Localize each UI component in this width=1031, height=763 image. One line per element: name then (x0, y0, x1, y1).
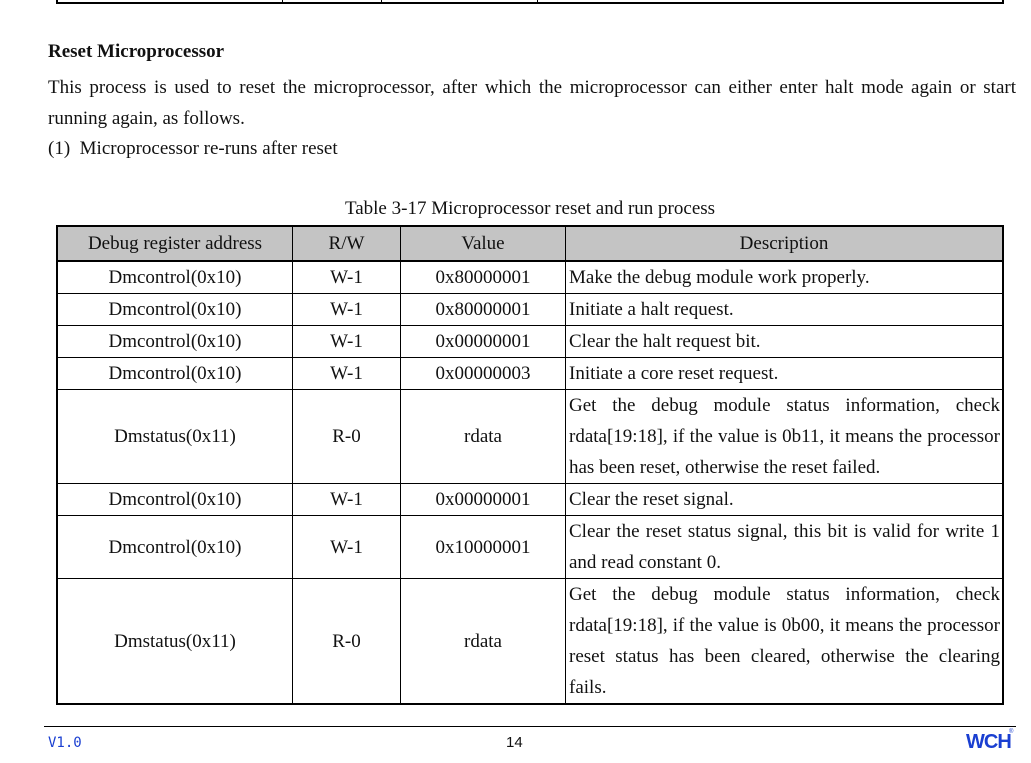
cell-value: 0x80000001 (401, 261, 566, 294)
header-value: Value (401, 226, 566, 261)
cell-rw: R-0 (293, 390, 401, 484)
wch-logo-icon (966, 727, 1014, 755)
previous-table-divider (537, 0, 538, 4)
previous-table-bottom-border (56, 0, 1004, 4)
cell-value: 0x80000001 (401, 294, 566, 326)
table-row (57, 390, 1003, 484)
cell-description: Clear the reset status signal, this bit is valid for write 1 and read constant 0. (566, 516, 1004, 579)
header-debug-register-address: Debug register address (57, 226, 293, 261)
cell-value: 0x00000003 (401, 358, 566, 390)
previous-table-divider (282, 0, 283, 4)
header-rw: R/W (293, 226, 401, 261)
section-paragraph: This process is used to reset the microprocessor, after which the microprocessor can either enter halt mode again or start running again, as follows. (48, 77, 1016, 129)
header-description: Description (566, 226, 1004, 261)
cell-address: Dmcontrol(0x10) (57, 326, 293, 358)
cell-description: Initiate a core reset request. (566, 358, 1004, 390)
table-row (57, 294, 1003, 326)
registered-mark: ® (1009, 729, 1014, 735)
cell-address: Dmstatus(0x11) (57, 390, 293, 484)
cell-value: 0x00000001 (401, 484, 566, 516)
cell-description: Get the debug module status information, check rdata[19:18], if the value is 0b11, it means the processor has been reset, otherwise the reset failed. (566, 390, 1004, 484)
footer-version: V1.0 (48, 735, 82, 751)
table-caption: Table 3-17 Microprocessor reset and run process (344, 198, 716, 219)
cell-address: Dmcontrol(0x10) (57, 516, 293, 579)
cell-description: Clear the halt request bit. (566, 326, 1004, 358)
cell-value: 0x10000001 (401, 516, 566, 579)
cell-description: Clear the reset signal. (566, 484, 1004, 516)
table-row (57, 326, 1003, 358)
table-row (57, 579, 1003, 705)
footer-divider (44, 726, 1016, 727)
cell-address: Dmstatus(0x11) (57, 579, 293, 705)
cell-address: Dmcontrol(0x10) (57, 294, 293, 326)
previous-table-divider (381, 0, 382, 4)
cell-rw: W-1 (293, 484, 401, 516)
step-item: (1) Microprocessor re-runs after reset (48, 138, 338, 159)
cell-rw: W-1 (293, 294, 401, 326)
section-heading: Reset Microprocessor (48, 41, 225, 62)
cell-address: Dmcontrol(0x10) (57, 358, 293, 390)
cell-value: 0x00000001 (401, 326, 566, 358)
cell-rw: W-1 (293, 358, 401, 390)
cell-rw: W-1 (293, 516, 401, 579)
cell-value: rdata (401, 579, 566, 705)
cell-address: Dmcontrol(0x10) (57, 484, 293, 516)
cell-rw: R-0 (293, 579, 401, 705)
cell-rw: W-1 (293, 326, 401, 358)
table-row (57, 484, 1003, 516)
logo-text: WCH (966, 731, 1011, 753)
table-row (57, 358, 1003, 390)
page-number: 14 (506, 734, 523, 751)
cell-value: rdata (401, 390, 566, 484)
cell-rw: W-1 (293, 261, 401, 294)
table-row (57, 516, 1003, 579)
cell-description: Initiate a halt request. (566, 294, 1004, 326)
cell-description: Make the debug module work properly. (566, 261, 1004, 294)
cell-address: Dmcontrol(0x10) (57, 261, 293, 294)
table-header-row (57, 226, 1003, 261)
table-row (57, 261, 1003, 294)
cell-description: Get the debug module status information, check rdata[19:18], if the value is 0b00, it means the processor reset status has been cleared, otherwise the clearing fails. (566, 579, 1004, 705)
register-table (56, 225, 1004, 705)
